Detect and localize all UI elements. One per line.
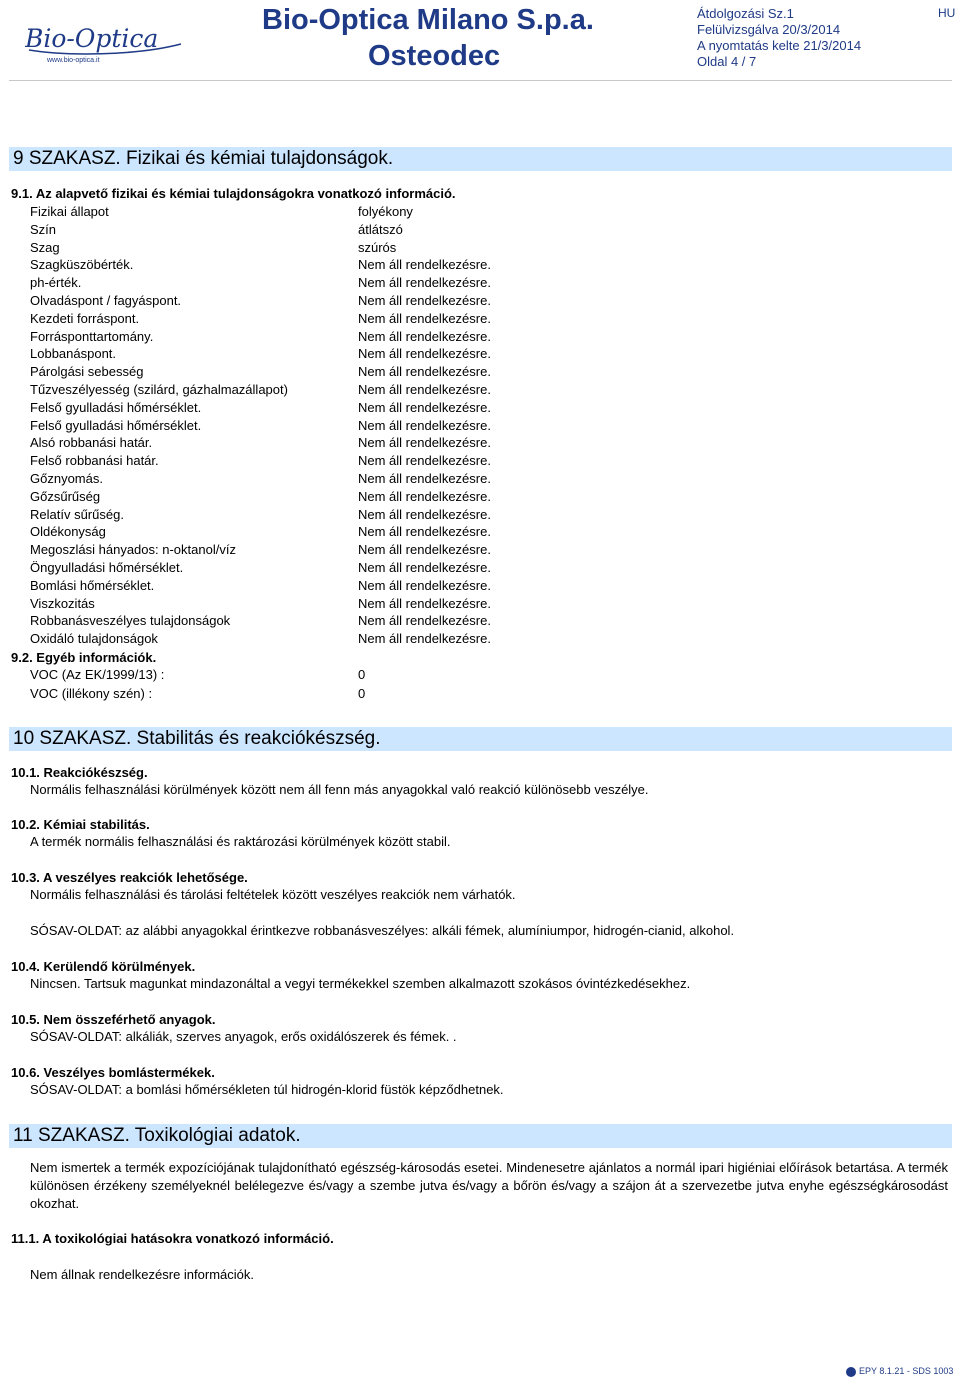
property-value: Nem áll rendelkezésre.: [358, 559, 491, 575]
property-value: átlátszó: [358, 221, 403, 237]
property-value: Nem áll rendelkezésre.: [358, 310, 491, 326]
subsection-10-3-text: Normális felhasználási és tárolási feltételek között veszélyes reakciók nem várhatók.: [30, 887, 516, 902]
section-11-heading: 11 SZAKASZ. Toxikológiai adatok.: [9, 1124, 952, 1148]
property-value: Nem áll rendelkezésre.: [358, 506, 491, 522]
subsection-9-1-title: 9.1. Az alapvető fizikai és kémiai tulajdonságokra vonatkozó információ.: [11, 186, 456, 201]
review-date: Felülvizsgálva 20/3/2014: [697, 22, 841, 37]
subsection-10-2-title: 10.2. Kémiai stabilitás.: [11, 817, 150, 832]
subsection-10-6-title: 10.6. Veszélyes bomlástermékek.: [11, 1065, 215, 1080]
property-label: Alsó robbanási határ.: [30, 435, 153, 451]
property-value: Nem áll rendelkezésre.: [358, 613, 491, 629]
property-value: Nem áll rendelkezésre.: [358, 524, 491, 540]
revision-number: Átdolgozási Sz.1: [697, 6, 794, 21]
subsection-10-4-text: Nincsen. Tartsuk magunkat mindazonáltal a vegyi termékekkel szemben alkalmazott szokásos óvintézkedésekhez.: [30, 976, 691, 991]
subsection-10-6-text: SÓSAV-OLDAT: a bomlási hőmérsékleten túl hidrogén-klorid füstök képződhetnek.: [30, 1082, 504, 1097]
svg-text:Bio-Optica: Bio-Optica: [25, 24, 159, 53]
header-divider: [9, 80, 952, 81]
voc-label: VOC (illékony szén) :: [30, 686, 153, 701]
page-number: Oldal 4 / 7: [697, 54, 757, 69]
bio-optica-logo: [25, 20, 185, 66]
document-meta: [697, 6, 861, 70]
property-label: Olvadáspont / fagyáspont.: [30, 292, 182, 308]
subsection-10-5-text: SÓSAV-OLDAT: alkáliák, szerves anyagok, erős oxidálószerek és fémek. .: [30, 1029, 457, 1044]
property-label: Viszkozitás: [30, 595, 95, 611]
property-value: Nem áll rendelkezésre.: [358, 399, 491, 415]
property-label: Bomlási hőmérséklet.: [30, 577, 155, 593]
property-label: Szín: [30, 221, 57, 237]
property-value: Nem áll rendelkezésre.: [358, 631, 491, 647]
property-value: folyékony: [358, 204, 413, 219]
language-code: HU: [938, 6, 956, 20]
property-value: Nem áll rendelkezésre.: [358, 257, 491, 273]
property-value: szúrós: [358, 239, 397, 255]
property-label: Oxidáló tulajdonságok: [30, 631, 158, 647]
property-label: Relatív sűrűség.: [30, 506, 124, 522]
section-9-heading: 9 SZAKASZ. Fizikai és kémiai tulajdonságok.: [9, 147, 952, 171]
property-value: Nem áll rendelkezésre.: [358, 292, 491, 308]
property-label: Robbanásveszélyes tulajdonságok: [30, 613, 231, 629]
property-value: Nem áll rendelkezésre.: [358, 417, 491, 433]
property-value: Nem áll rendelkezésre.: [358, 595, 491, 611]
property-value: Nem áll rendelkezésre.: [358, 453, 491, 469]
property-label: Gőznyomás.: [30, 470, 103, 486]
company-name: Bio-Optica Milano S.p.a.: [262, 4, 594, 36]
property-value: Nem áll rendelkezésre.: [358, 328, 491, 344]
section-10-heading: 10 SZAKASZ. Stabilitás és reakciókészség.: [9, 727, 952, 751]
product-name: Osteodec: [368, 40, 501, 72]
property-value: Nem áll rendelkezésre.: [358, 577, 491, 593]
subsection-10-3-title: 10.3. A veszélyes reakciók lehetősége.: [11, 870, 248, 885]
property-label: Felső robbanási határ.: [30, 453, 159, 469]
subsection-10-1-text: Normális felhasználási körülmények között nem áll fenn más anyagokkal való reakció különösebb veszélye.: [30, 782, 649, 797]
property-value: Nem áll rendelkezésre.: [358, 381, 491, 397]
section-11-intro: Nem ismertek a termék expozíciójának tulajdonítható egészség-károsodás esetei. Mindenesetre ajánlatos a normál ipari higiéniai előírások betartása. A termék különösen érzékeny személyeknél belélegezve és/vagy a szembe jutva és/vagy a bőrön és/vagy a szájon át a szervezetbe jutva enyhe egészségkárosodást okozhat.: [30, 1160, 948, 1211]
property-label: Forrásponttartomány.: [30, 328, 154, 344]
property-label: Tűzveszélyesség (szilárd, gázhalmazállapot): [30, 381, 288, 397]
property-label: Szag: [30, 239, 60, 255]
svg-text:www.bio-optica.it: www.bio-optica.it: [47, 57, 100, 64]
property-label: Gőzsűrűség: [30, 488, 101, 504]
property-label: Öngyulladási hőmérséklet.: [30, 559, 184, 575]
footer-code: EPY 8.1.21 - SDS 1003: [859, 1366, 954, 1376]
globe-icon: [846, 1367, 856, 1377]
property-label: Felső gyulladási hőmérséklet.: [30, 399, 202, 415]
property-value: Nem áll rendelkezésre.: [358, 488, 491, 504]
property-label: Szagküszöbérték.: [30, 257, 134, 273]
property-label: Lobbanáspont.: [30, 346, 117, 362]
property-label: Felső gyulladási hőmérséklet.: [30, 417, 202, 433]
document-header: [0, 0, 960, 80]
subsection-9-2-title: 9.2. Egyéb információk.: [11, 650, 157, 665]
footer: [846, 1366, 953, 1377]
subsection-10-1-title: 10.1. Reakciókészség.: [11, 765, 148, 780]
subsection-11-1-text: Nem állnak rendelkezésre információk.: [30, 1267, 254, 1282]
subsection-10-3-hcl-text: SÓSAV-OLDAT: az alábbi anyagokkal érintkezve robbanásveszélyes: alkáli fémek, alumíniumpor, hidrogén-cianid, alkohol.: [30, 923, 735, 938]
property-label: Oldékonyság: [30, 524, 106, 540]
property-value: Nem áll rendelkezésre.: [358, 275, 491, 291]
property-value: Nem áll rendelkezésre.: [358, 542, 491, 558]
property-label: Párolgási sebesség: [30, 364, 144, 380]
voc-label: VOC (Az EK/1999/13) :: [30, 667, 165, 682]
property-label: Megoszlási hányados: n-oktanol/víz: [30, 542, 236, 558]
property-label: Fizikai állapot: [30, 204, 109, 219]
property-label: Kezdeti forráspont.: [30, 310, 140, 326]
subsection-10-2-text: A termék normális felhasználási és raktározási körülmények között stabil.: [30, 834, 451, 849]
property-value: Nem áll rendelkezésre.: [358, 435, 491, 451]
voc-value: 0: [358, 686, 366, 701]
voc-value: 0: [358, 667, 366, 682]
property-label: ph-érték.: [30, 275, 82, 291]
property-value: Nem áll rendelkezésre.: [358, 364, 491, 380]
property-value: Nem áll rendelkezésre.: [358, 346, 491, 362]
property-value: Nem áll rendelkezésre.: [358, 470, 491, 486]
subsection-10-4-title: 10.4. Kerülendő körülmények.: [11, 959, 196, 974]
print-date: A nyomtatás kelte 21/3/2014: [697, 38, 862, 53]
subsection-10-5-title: 10.5. Nem összeférhető anyagok.: [11, 1012, 216, 1027]
subsection-11-1-title: 11.1. A toxikológiai hatásokra vonatkozó információ.: [11, 1231, 334, 1246]
